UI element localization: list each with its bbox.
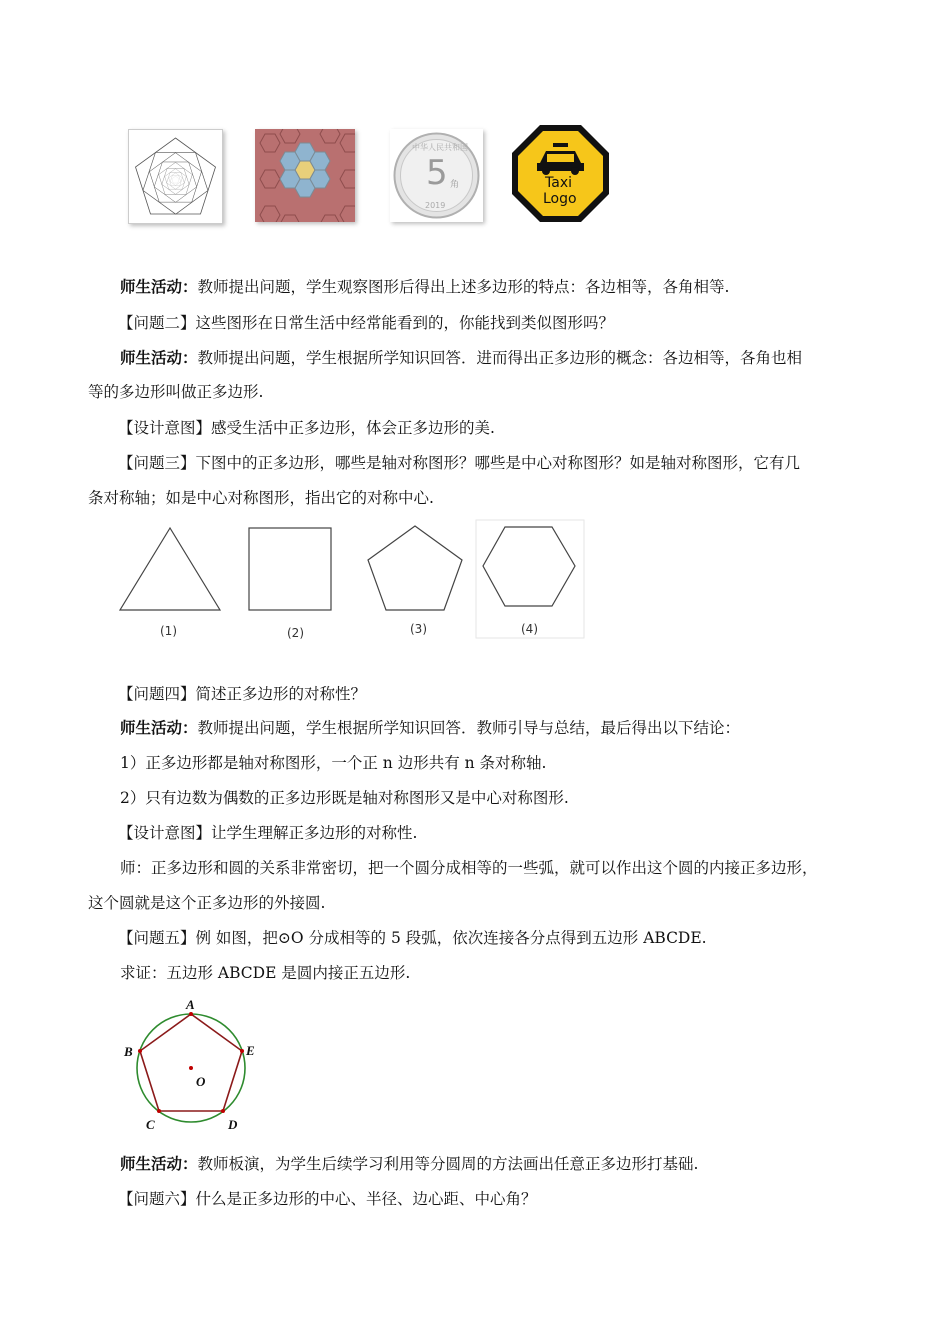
paragraph-3-cont: 等的多边形叫做正多边形.: [88, 383, 264, 401]
coin-image: [390, 129, 483, 222]
paragraph-7: [120, 717, 910, 739]
square-shape: [249, 528, 331, 610]
coin-unit: 角: [450, 180, 460, 190]
paragraph-5-cont: 条对称轴；如是中心对称图形，指出它的对称中心.: [88, 489, 434, 507]
paragraph-11-cont: 这个圆就是这个正多边形的外接圆.: [88, 894, 326, 912]
paragraph-13: 求证：五边形 ABCDE 是圆内接正五边形.: [120, 964, 411, 982]
taxi-logo-image: [512, 125, 609, 222]
p7-label: 师生活动：: [120, 718, 198, 737]
paragraph-15: 【问题六】什么是正多边形的中心、半径、边心距、中心角？: [118, 1190, 537, 1208]
point-e: [240, 1049, 244, 1053]
coin-top-text: 中华人民共和国: [412, 143, 468, 152]
point-o: [189, 1066, 193, 1070]
hexagon-tiles-drawing: [255, 129, 355, 222]
point-b: [138, 1049, 142, 1053]
paragraph-12: 【问题五】例 如图，把⊙O 分成相等的 5 段弧，依次连接各分点得到五边形 ABCDE.: [118, 929, 707, 947]
paragraph-3: [120, 347, 910, 369]
inscribed-pentagon-figure: [118, 995, 278, 1135]
pentagon-shape: [368, 526, 462, 610]
paragraph-5: 【问题三】下图中的正多边形，哪些是轴对称图形？哪些是中心对称图形？如是轴对称图形，它有几: [118, 454, 801, 472]
caption-2: (2): [287, 626, 304, 640]
p3-label: 师生活动：: [120, 348, 198, 367]
label-d: D: [228, 1117, 238, 1132]
hexagon-shape: [483, 527, 575, 606]
label-e: E: [246, 1043, 255, 1058]
point-c: [157, 1109, 161, 1113]
caption-3: (3): [410, 622, 427, 636]
p7-text: 教师提出问题，学生根据所学知识回答．教师引导与总结，最后得出以下结论：: [197, 719, 741, 737]
nested-pentagons-image: [128, 129, 223, 224]
p1-label: 师生活动：: [120, 277, 198, 296]
caption-1: (1): [160, 624, 177, 638]
label-o: O: [196, 1074, 206, 1089]
taxi-logo-drawing: [512, 125, 609, 222]
paragraph-4: 【设计意图】感受生活中正多边形，体会正多边形的美.: [118, 419, 495, 437]
label-a: A: [186, 997, 195, 1012]
paragraph-8: 1）正多边形都是轴对称图形，一个正 n 边形共有 n 条对称轴.: [120, 754, 547, 772]
paragraph-1: [120, 276, 910, 298]
p14-text: 教师板演，为学生后续学习利用等分圆周的方法画出任意正多边形打基础.: [197, 1155, 699, 1173]
hexagon-tiles-photo: [255, 129, 355, 222]
coin-year: 2019: [425, 201, 446, 210]
taxi-logo-text-1: Taxi: [545, 175, 572, 191]
p1-text: 教师提出问题，学生观察图形后得出上述多边形的特点：各边相等，各角相等.: [197, 278, 730, 296]
label-c: C: [146, 1117, 155, 1132]
taxi-logo-text-2: Logo: [543, 191, 577, 207]
p3-text: 教师提出问题，学生根据所学知识回答．进而得出正多边形的概念：各边相等，各角也相: [197, 349, 803, 367]
paragraph-9: 2）只有边数为偶数的正多边形既是轴对称图形又是中心对称图形.: [120, 789, 569, 807]
coin-value: 5: [426, 153, 448, 193]
label-b: B: [124, 1044, 133, 1059]
nested-pentagons-drawing: [129, 130, 222, 223]
paragraph-2: 【问题二】这些图形在日常生活中经常能看到的，你能找到类似图形吗？: [118, 314, 615, 332]
paragraph-6: 【问题四】简述正多边形的对称性？: [118, 685, 367, 703]
regular-polygons-figure: [110, 518, 590, 643]
paragraph-11: 师：正多边形和圆的关系非常密切，把一个圆分成相等的一些弧，就可以作出这个圆的内接正多边形，: [120, 859, 818, 877]
paragraph-10: 【设计意图】让学生理解正多边形的对称性.: [118, 824, 418, 842]
caption-4: (4): [521, 622, 538, 636]
paragraph-14: [120, 1153, 910, 1175]
p14-label: 师生活动：: [120, 1154, 198, 1173]
triangle-shape: [120, 528, 220, 610]
point-d: [221, 1109, 225, 1113]
